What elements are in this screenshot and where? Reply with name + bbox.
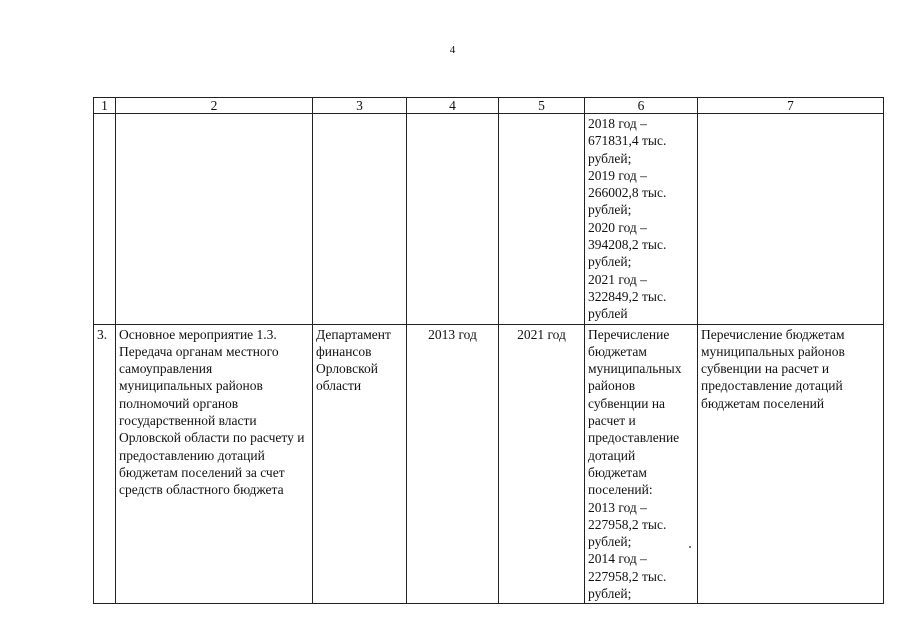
cell-activity-name: Основное мероприятие 1.3. Передача органам местного самоуправления муниципальных районов полномочий органов государственной власти Орловской области по расчету и предоставлению дотаций бюджетам поселений за счет средств областного бюджета <box>116 324 313 604</box>
cell-executor: Департамент финансов Орловской области <box>313 324 407 604</box>
cell-empty <box>313 114 407 325</box>
header-col-2: 2 <box>116 98 313 114</box>
header-col-1: 1 <box>94 98 116 114</box>
table-row-3 <box>94 324 884 604</box>
cell-empty <box>698 114 884 325</box>
cell-empty <box>94 114 116 325</box>
table-header-row <box>94 98 884 114</box>
page-number: 4 <box>449 44 456 56</box>
cell-start-year: 2013 год <box>407 324 499 604</box>
cell-empty <box>116 114 313 325</box>
header-col-4: 4 <box>407 98 499 114</box>
header-col-5: 5 <box>499 98 585 114</box>
cell-funding: Перечисление бюджетам муниципальных районов субвенции на расчет и предоставление дотаций бюджетам поселений: 2013 год – 227958,2 тыс. рублей; 2014 год – 227958,2 тыс. рублей; <box>585 324 698 604</box>
header-col-7: 7 <box>698 98 884 114</box>
header-col-6: 6 <box>585 98 698 114</box>
cell-end-year: 2021 год <box>499 324 585 604</box>
cell-result: Перечисление бюджетам муниципальных районов субвенции на расчет и предоставление дотаций бюджетам поселений <box>698 324 884 604</box>
cell-empty <box>499 114 585 325</box>
header-col-3: 3 <box>313 98 407 114</box>
program-activities-table <box>93 97 884 604</box>
cell-row-number: 3. <box>94 324 116 604</box>
table-row-continued <box>94 114 884 325</box>
cell-funding-continued: 2018 год – 671831,4 тыс. рублей; 2019 год – 266002,8 тыс. рублей; 2020 год – 394208,2 тыс. рублей; 2021 год – 322849,2 тыс. рублей <box>585 114 698 325</box>
cell-empty <box>407 114 499 325</box>
scan-speck <box>689 546 691 548</box>
